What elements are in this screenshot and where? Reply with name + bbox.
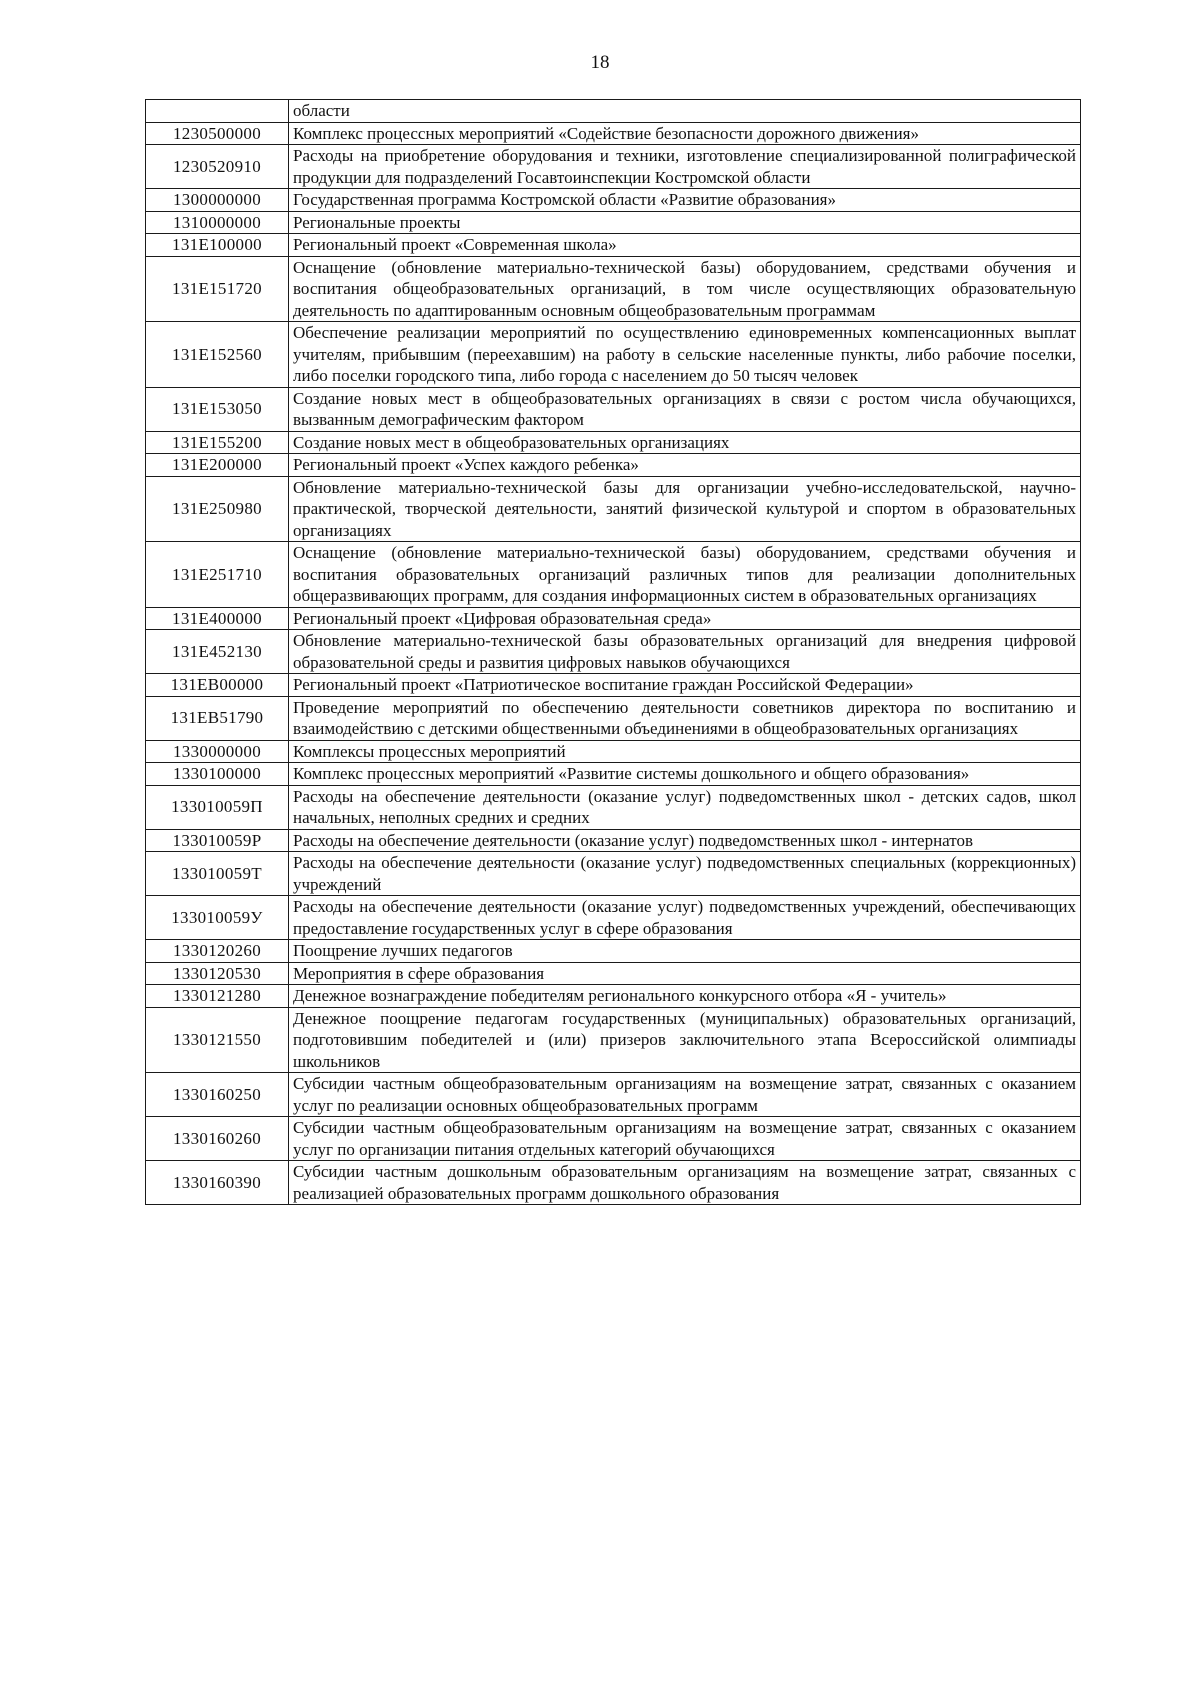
budget-code-cell: 1310000000	[146, 211, 289, 234]
table-body	[146, 100, 1081, 1205]
description-cell: Оснащение (обновление материально-технической базы) оборудованием, средствами обучения и воспитания общеобразовательных организаций, в том числе осуществляющих образовательную деятельность по адаптированным основным общеобразовательным программам	[289, 256, 1081, 322]
description-cell: Субсидии частным общеобразовательным организациям на возмещение затрат, связанных с оказанием услуг по организации питания отдельных категорий обучающихся	[289, 1117, 1081, 1161]
description-cell: Региональный проект «Современная школа»	[289, 234, 1081, 257]
description-cell: Расходы на приобретение оборудования и техники, изготовление специализированной полиграфической продукции для подразделений Госавтоинспекции Костромской области	[289, 145, 1081, 189]
description-cell: Денежное вознаграждение победителям регионального конкурсного отбора «Я - учитель»	[289, 985, 1081, 1008]
budget-code-cell: 1330160390	[146, 1161, 289, 1205]
budget-code-cell: 131E100000	[146, 234, 289, 257]
description-cell: Расходы на обеспечение деятельности (оказание услуг) подведомственных школ - интернатов	[289, 829, 1081, 852]
table-row	[146, 322, 1081, 388]
table-row	[146, 696, 1081, 740]
table-row	[146, 1161, 1081, 1205]
budget-code-cell: 131E200000	[146, 454, 289, 477]
table-row	[146, 234, 1081, 257]
description-cell: Обновление материально-технической базы для организации учебно-исследовательской, научно-практической, творческой деятельности, занятий физической культурой и спортом в образовательных организациях	[289, 476, 1081, 542]
budget-code-cell: 131E151720	[146, 256, 289, 322]
table-row	[146, 211, 1081, 234]
description-cell: Мероприятия в сфере образования	[289, 962, 1081, 985]
description-cell: Поощрение лучших педагогов	[289, 940, 1081, 963]
description-cell: Государственная программа Костромской области «Развитие образования»	[289, 189, 1081, 212]
table-row	[146, 785, 1081, 829]
table-row	[146, 829, 1081, 852]
description-cell: Расходы на обеспечение деятельности (оказание услуг) подведомственных учреждений, обеспечивающих предоставление государственных услуг в сфере образования	[289, 896, 1081, 940]
budget-code-cell: 1330120260	[146, 940, 289, 963]
table-row	[146, 940, 1081, 963]
budget-code-cell: 131E155200	[146, 431, 289, 454]
table-row	[146, 454, 1081, 477]
budget-code-cell: 131E251710	[146, 542, 289, 608]
description-cell: Региональные проекты	[289, 211, 1081, 234]
table-row	[146, 962, 1081, 985]
budget-code-cell: 131E400000	[146, 607, 289, 630]
description-cell: Комплекс процессных мероприятий «Содействие безопасности дорожного движения»	[289, 122, 1081, 145]
table-row	[146, 189, 1081, 212]
table-row	[146, 256, 1081, 322]
table-row	[146, 607, 1081, 630]
table-row	[146, 1117, 1081, 1161]
budget-code-cell: 131E153050	[146, 387, 289, 431]
description-cell: Субсидии частным дошкольным образовательным организациям на возмещение затрат, связанных с реализацией образовательных программ дошкольного образования	[289, 1161, 1081, 1205]
table-row	[146, 476, 1081, 542]
description-cell: Субсидии частным общеобразовательным организациям на возмещение затрат, связанных с оказанием услуг по реализации основных общеобразовательных программ	[289, 1073, 1081, 1117]
table-row	[146, 122, 1081, 145]
description-cell: Расходы на обеспечение деятельности (оказание услуг) подведомственных школ - детских садов, школ начальных, неполных средних и средних	[289, 785, 1081, 829]
table-row	[146, 985, 1081, 1008]
budget-code-cell: 1300000000	[146, 189, 289, 212]
budget-code-cell: 1330000000	[146, 740, 289, 763]
table-row	[146, 542, 1081, 608]
budget-code-cell: 1330120530	[146, 962, 289, 985]
table-row	[146, 630, 1081, 674]
table-row	[146, 431, 1081, 454]
budget-code-cell: 131E152560	[146, 322, 289, 388]
table-row	[146, 740, 1081, 763]
table-row	[146, 674, 1081, 697]
description-cell: Региональный проект «Цифровая образовательная среда»	[289, 607, 1081, 630]
table-row	[146, 100, 1081, 123]
table-row	[146, 1073, 1081, 1117]
description-cell: Проведение мероприятий по обеспечению деятельности советников директора по воспитанию и взаимодействию с детскими общественными объединениями в общеобразовательных организациях	[289, 696, 1081, 740]
description-cell: Создание новых мест в общеобразовательных организациях в связи с ростом числа обучающихся, вызванным демографическим фактором	[289, 387, 1081, 431]
budget-code-table	[145, 99, 1081, 1205]
budget-code-cell: 1330160260	[146, 1117, 289, 1161]
description-cell: области	[289, 100, 1081, 123]
description-cell: Обновление материально-технической базы образовательных организаций для внедрения цифровой образовательной среды и развития цифровых навыков обучающихся	[289, 630, 1081, 674]
description-cell: Денежное поощрение педагогам государственных (муниципальных) образовательных организаций, подготовившим победителей и (или) призеров заключительного этапа Всероссийской олимпиады школьников	[289, 1007, 1081, 1073]
table-row	[146, 896, 1081, 940]
description-cell: Создание новых мест в общеобразовательных организациях	[289, 431, 1081, 454]
description-cell: Региональный проект «Патриотическое воспитание граждан Российской Федерации»	[289, 674, 1081, 697]
budget-code-cell: 131EB00000	[146, 674, 289, 697]
description-cell: Обеспечение реализации мероприятий по осуществлению единовременных компенсационных выплат учителям, прибывшим (переехавшим) на работу в сельские населенные пункты, либо рабочие поселки, либо поселки городского типа, либо города с населением до 50 тысяч человек	[289, 322, 1081, 388]
table-row	[146, 852, 1081, 896]
budget-code-cell: 133010059П	[146, 785, 289, 829]
budget-code-cell	[146, 100, 289, 123]
budget-code-cell: 1330121550	[146, 1007, 289, 1073]
budget-code-cell: 1330160250	[146, 1073, 289, 1117]
description-cell: Региональный проект «Успех каждого ребенка»	[289, 454, 1081, 477]
table-row	[146, 1007, 1081, 1073]
budget-code-cell: 1230500000	[146, 122, 289, 145]
budget-code-cell: 1330100000	[146, 763, 289, 786]
budget-code-cell: 131EB51790	[146, 696, 289, 740]
description-cell: Комплекс процессных мероприятий «Развитие системы дошкольного и общего образования»	[289, 763, 1081, 786]
description-cell: Оснащение (обновление материально-технической базы) оборудованием, средствами обучения и воспитания образовательных организаций различных типов для реализации дополнительных общеразвивающих программ, для создания информационных систем в образовательных организациях	[289, 542, 1081, 608]
description-cell: Расходы на обеспечение деятельности (оказание услуг) подведомственных специальных (коррекционных) учреждений	[289, 852, 1081, 896]
budget-code-cell: 1230520910	[146, 145, 289, 189]
budget-code-cell: 133010059Р	[146, 829, 289, 852]
table-row	[146, 145, 1081, 189]
table-row	[146, 763, 1081, 786]
table-row	[146, 387, 1081, 431]
budget-code-cell: 133010059У	[146, 896, 289, 940]
description-cell: Комплексы процессных мероприятий	[289, 740, 1081, 763]
page-number: 18	[590, 52, 610, 73]
budget-code-cell: 131E452130	[146, 630, 289, 674]
budget-code-cell: 131E250980	[146, 476, 289, 542]
budget-code-cell: 1330121280	[146, 985, 289, 1008]
budget-code-cell: 133010059Т	[146, 852, 289, 896]
